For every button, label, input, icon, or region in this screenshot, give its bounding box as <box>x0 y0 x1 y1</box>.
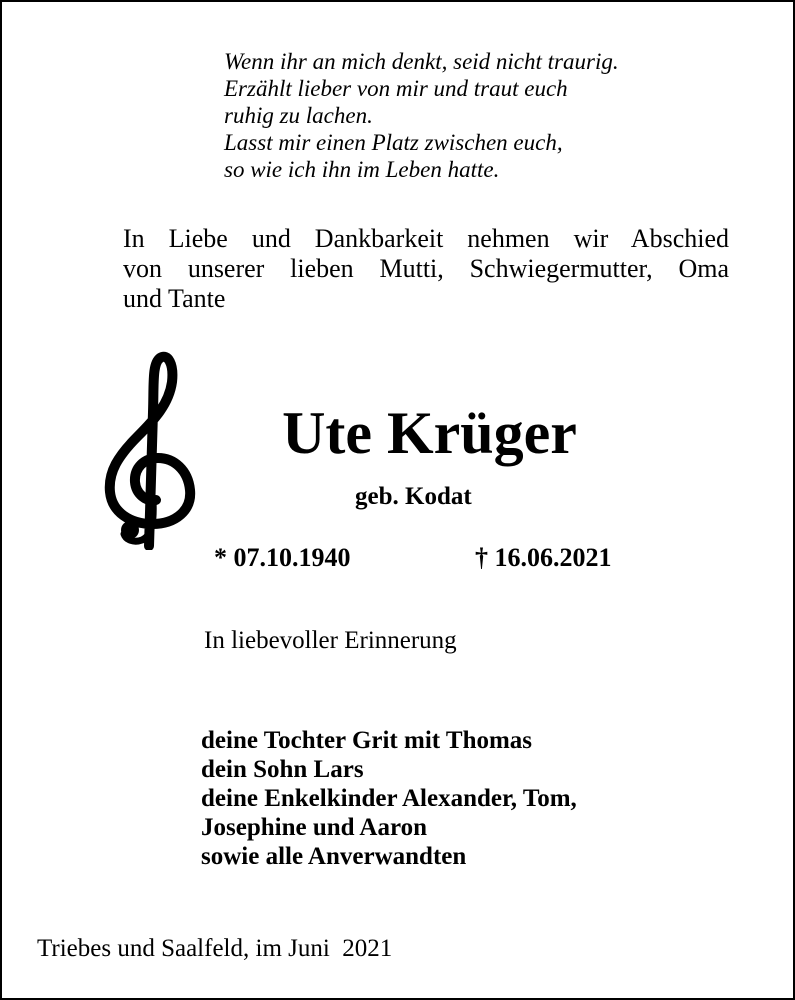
poem-line: Lasst mir einen Platz zwischen euch, <box>224 130 563 155</box>
intro-line: und Tante <box>123 284 226 313</box>
poem-line: Erzählt lieber von mir und traut euch <box>224 76 568 101</box>
mourner-line: Josephine und Aaron <box>201 814 428 841</box>
poem-line: ruhig zu lachen. <box>224 103 373 128</box>
poem <box>224 48 619 183</box>
memory-line: In liebevoller Erinnerung <box>204 627 457 654</box>
mourner-line: dein Sohn Lars <box>201 756 364 783</box>
intro-line: von unserer lieben Mutti, Schwiegermutter, Oma <box>123 254 729 283</box>
mourners-list <box>201 726 577 871</box>
birth-date: * 07.10.1940 <box>214 543 351 572</box>
mourner-line: sowie alle Anverwandten <box>201 843 467 870</box>
birth-name: geb. Kodat <box>355 483 472 510</box>
death-date: † 16.06.2021 <box>475 543 612 572</box>
mourner-line: deine Tochter Grit mit Thomas <box>201 727 533 754</box>
intro-line: In Liebe und Dankbarkeit nehmen wir Abschied <box>123 224 729 253</box>
mourner-line: deine Enkelkinder Alexander, Tom, <box>201 785 577 812</box>
poem-line: Wenn ihr an mich denkt, seid nicht traurig. <box>224 49 619 74</box>
deceased-name: Ute Krüger <box>282 400 577 466</box>
place-and-date: Triebes und Saalfeld, im Juni 2021 <box>37 935 393 962</box>
intro-text <box>123 224 729 314</box>
poem-line: so wie ich ihn im Leben hatte. <box>224 157 500 182</box>
